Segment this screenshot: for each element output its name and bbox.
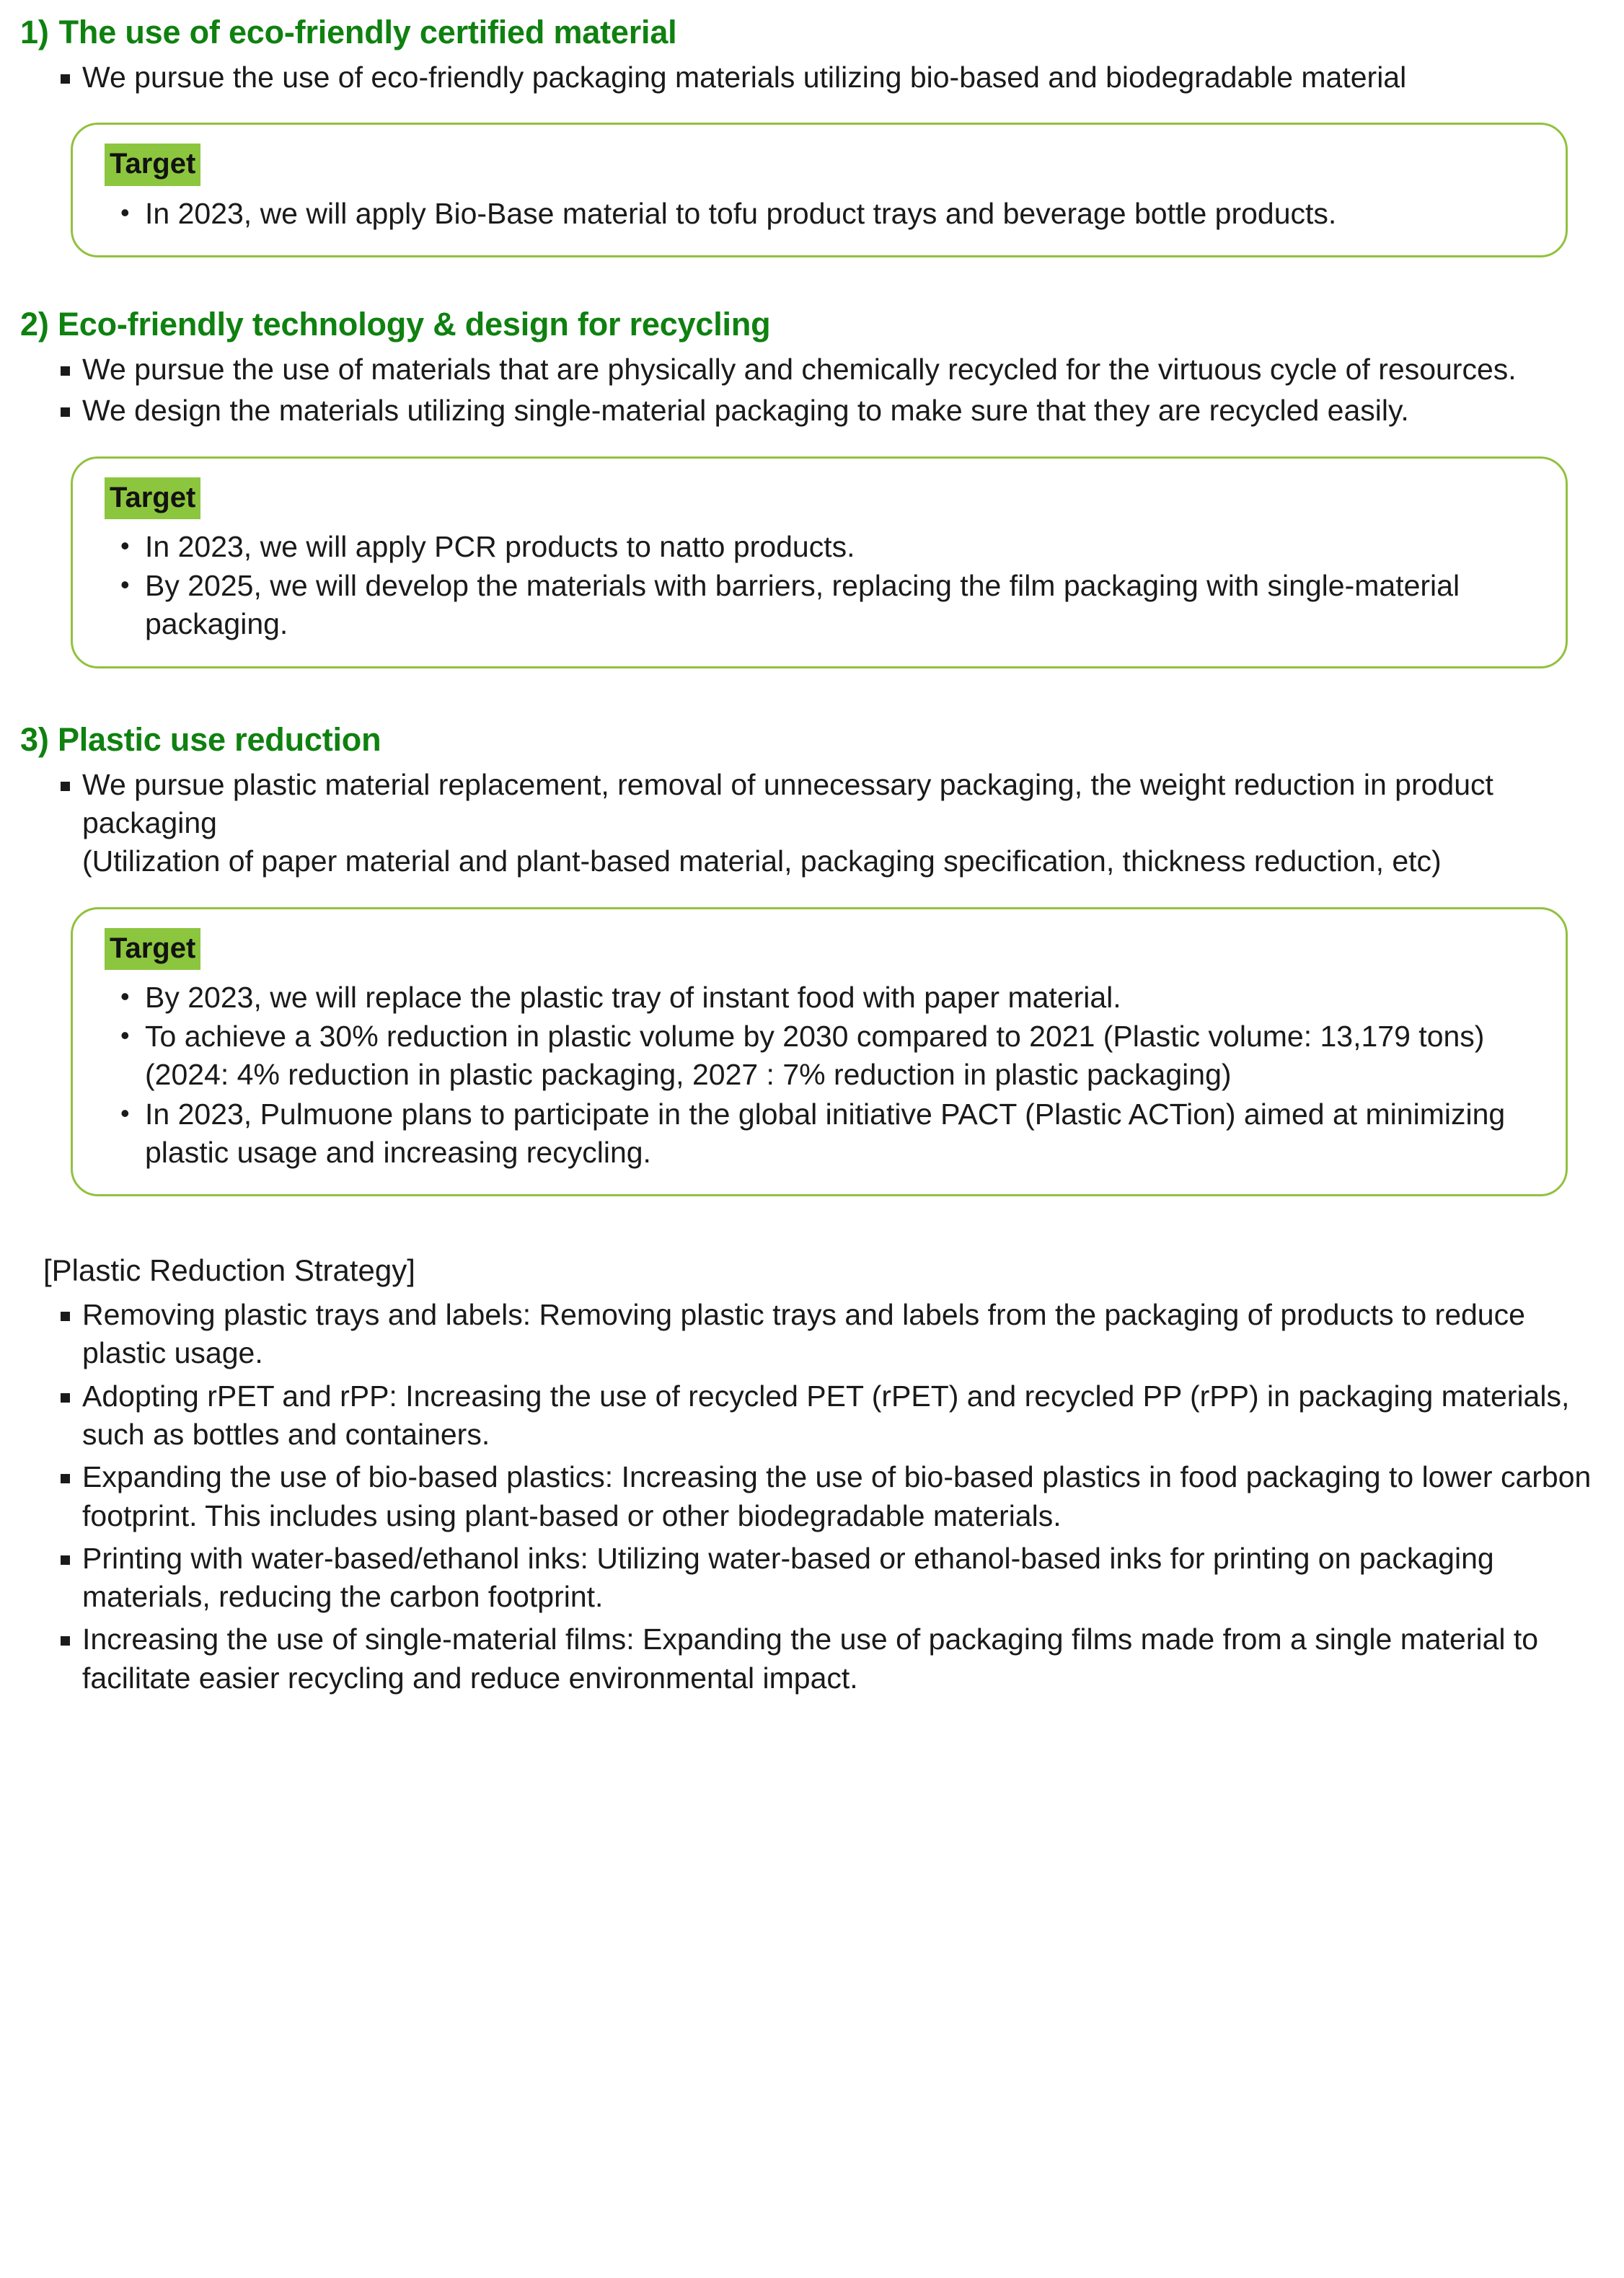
section-1-title: The use of eco-friendly certified material	[58, 14, 677, 50]
section-3-bullet-list	[16, 766, 1592, 881]
section-1-number: 1)	[20, 14, 49, 50]
section-3-title: Plastic use reduction	[57, 720, 381, 758]
list-item-sub: (2024: 4% reduction in plastic packaging, 2027 : 7% reduction in plastic packaging)	[145, 1058, 1232, 1092]
section-3-target-list	[105, 979, 1537, 1172]
section-2-heading	[16, 305, 1592, 343]
list-item: Removing plastic trays and labels: Removing plastic trays and labels from the packaging of products to reduce plastic usage.	[58, 1296, 1592, 1373]
list-item: Adopting rPET and rPP: Increasing the use of recycled PET (rPET) and recycled PP (rPP) in packaging materials, such as bottles and containers.	[58, 1377, 1592, 1454]
list-item: We pursue the use of eco-friendly packaging materials utilizing bio-based and biodegradable material	[58, 58, 1592, 97]
list-item: • By 2025, we will develop the materials with barriers, replacing the film packaging with single-material packaging.	[120, 567, 1537, 644]
target-label: Target	[105, 477, 200, 519]
strategy-title: [Plastic Reduction Strategy]	[43, 1253, 415, 1288]
section-1-heading	[16, 13, 1592, 51]
spacer	[16, 257, 1592, 305]
section-2-number: 2)	[20, 305, 49, 343]
list-item: • In 2023, Pulmuone plans to participate in the global initiative PACT (Plastic ACTion) aimed at minimizing plastic usage and increasing recycling.	[120, 1095, 1537, 1173]
list-item: Expanding the use of bio-based plastics: Increasing the use of bio-based plastics in food packaging to lower carbon footprint. This includes using plant-based or other biodegradable materials.	[58, 1458, 1592, 1535]
section-3-target-box	[71, 907, 1568, 1197]
list-item: • By 2023, we will replace the plastic tray of instant food with paper material.	[120, 979, 1537, 1017]
section-1-target-list	[105, 195, 1537, 233]
section-2-title: Eco-friendly technology & design for recycling	[57, 305, 771, 343]
section-1	[16, 13, 1592, 257]
section-2-target-list	[105, 528, 1537, 644]
strategy-bullet-list	[43, 1296, 1592, 1698]
list-item-line-1: We pursue plastic material replacement, removal of unnecessary packaging, the weight reduction in product packaging	[82, 767, 1493, 840]
section-2	[16, 305, 1592, 668]
target-label: Target	[105, 144, 200, 185]
section-3	[16, 720, 1592, 1197]
plastic-reduction-strategy-section	[16, 1251, 1592, 1698]
list-item	[120, 1017, 1537, 1095]
section-1-bullet-list	[16, 58, 1592, 97]
section-1-target-box	[71, 123, 1568, 257]
list-item: Increasing the use of single-material films: Expanding the use of packaging films made from a single material to facilitate easier recycling and reduce environmental impact.	[58, 1620, 1592, 1698]
section-3-number: 3)	[20, 720, 49, 758]
list-item: • In 2023, we will apply Bio-Base material to tofu product trays and beverage bottle products.	[120, 195, 1537, 233]
section-3-heading	[16, 720, 1592, 759]
spacer	[16, 668, 1592, 720]
list-item: We pursue the use of materials that are physically and chemically recycled for the virtuous cycle of resources.	[58, 350, 1592, 389]
list-item	[58, 766, 1592, 881]
section-2-target-box	[71, 456, 1568, 668]
list-item: Printing with water-based/ethanol inks: Utilizing water-based or ethanol-based inks for printing on packaging materials, reducing the carbon footprint.	[58, 1540, 1592, 1617]
list-item: • In 2023, we will apply PCR products to natto products.	[120, 528, 1537, 566]
list-item-line-2: (Utilization of paper material and plant-based material, packaging specification, thickness reduction, etc)	[82, 844, 1442, 878]
list-item-main: To achieve a 30% reduction in plastic volume by 2030 compared to 2021 (Plastic volume: 13,179 tons)	[145, 1020, 1485, 1054]
list-item: We design the materials utilizing single-material packaging to make sure that they are recycled easily.	[58, 392, 1592, 430]
section-2-bullet-list	[16, 350, 1592, 431]
target-label: Target	[105, 928, 200, 970]
